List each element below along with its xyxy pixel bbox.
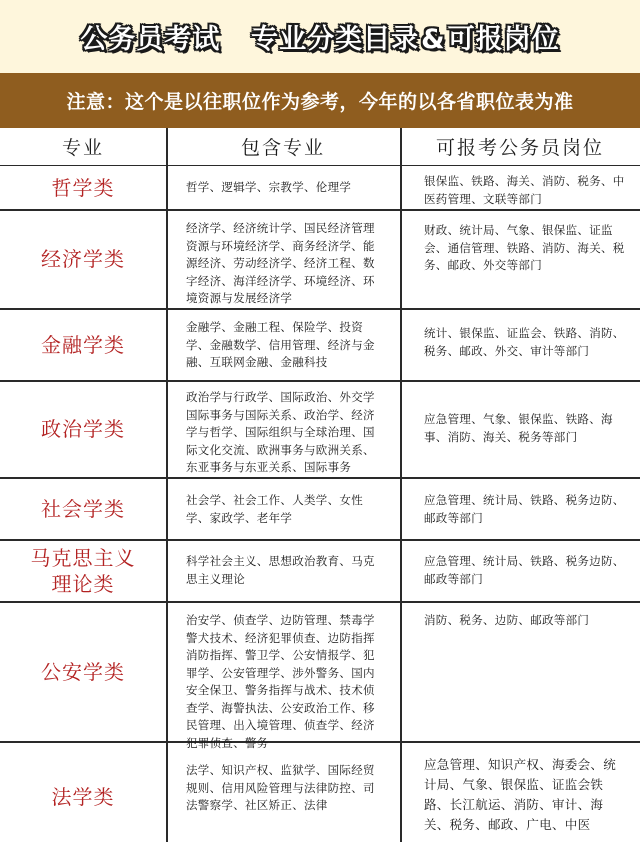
header-includes: 包含专业 — [166, 128, 400, 166]
includes-law: 法学、知识产权、监狱学、国际经贸规则、信用风险管理与法律防控、司法警察学、社区矫正、法律 — [186, 763, 375, 812]
header-positions: 可报考公务员岗位 — [400, 128, 640, 166]
title-banner — [0, 0, 640, 73]
includes-philosophy: 哲学、逻辑学、宗教学、伦理学 — [186, 180, 352, 194]
header-major: 专业 — [0, 128, 166, 166]
includes-public-security: 治安学、侦查学、边防管理、禁毒学警犬技术、经济犯罪侦查、边防指挥消防指挥、警卫学、公安情报学、犯罪学、公安管理学、涉外警务、国内安全保卫、警务指挥与战术、技术侦查学、海警执法、公安政治工作、移民管理、出入境管理、侦查学、经济犯罪侦查、警务 — [186, 613, 375, 750]
notice-text: 注意：这个是以往职位作为参考，今年的以各省职位表为准 — [66, 91, 574, 113]
category-sociology: 社会学类 — [41, 496, 125, 521]
positions-politics: 应急管理、气象、银保监、铁路、海事、消防、海关、税务等部门 — [424, 412, 613, 444]
includes-politics: 政治学与行政学、国际政治、外交学国际事务与国际关系、政治学、经济学与哲学、国际组织与全球治理、国际文化交流、欧洲事务与欧洲关系、东亚事务与东亚关系、国际事务 — [186, 390, 375, 474]
category-marxism-line1: 马克思主义 — [30, 545, 136, 570]
category-law: 法学类 — [51, 785, 115, 809]
positions-public-security: 消防、税务、边防、邮政等部门 — [424, 613, 590, 627]
category-public-security: 公安学类 — [41, 659, 125, 684]
category-marxism-line2: 理论类 — [51, 571, 115, 596]
category-politics: 政治学类 — [41, 417, 125, 441]
category-marxism — [0, 540, 166, 601]
positions-law: 应急管理、知识产权、海委会、统计局、气象、银保监、证监会铁路、长江航运、消防、审计、海关、税务、邮政、广电、中医 — [424, 757, 617, 832]
category-economics: 经济学类 — [41, 247, 125, 271]
includes-economics: 经济学、经济统计学、国民经济管理资源与环境经济学、商务经济学、能源经济、劳动经济学、经济工程、数字经济、海洋经济学、环境经济、环境资源与发展经济学 — [186, 221, 375, 305]
includes-sociology: 社会学、社会工作、人类学、女性学、家政学、老年学 — [186, 493, 363, 525]
title-part-catalog: 专业分类目录 — [251, 24, 420, 55]
category-finance: 金融学类 — [41, 332, 125, 357]
title-part-exam: 公务员考试 — [80, 24, 221, 55]
positions-marxism: 应急管理、统计局、铁路、税务边防、邮政等部门 — [424, 554, 625, 586]
title-ampersand: & — [421, 24, 446, 55]
table-divider — [166, 128, 168, 842]
positions-finance: 统计、银保监、证监会、铁路、消防、税务、邮政、外交、审计等部门 — [424, 326, 625, 358]
includes-finance: 金融学、金融工程、保险学、投资学、金融数学、信用管理、经济与金融、互联网金融、金融科技 — [186, 320, 375, 369]
category-philosophy: 哲学类 — [51, 175, 115, 200]
positions-philosophy: 银保监、铁路、海关、消防、税务、中医药管理、文联等部门 — [424, 174, 625, 206]
page-title — [80, 17, 559, 56]
includes-marxism: 科学社会主义、思想政治教育、马克思主义理论 — [186, 554, 375, 586]
title-part-positions: 可报岗位 — [447, 24, 560, 55]
positions-economics: 财政、统计局、气象、银保监、证监会、通信管理、铁路、消防、海关、税务、邮政、外交等部门 — [424, 223, 625, 272]
major-table — [0, 128, 640, 842]
table-divider — [400, 128, 402, 842]
notice-bar — [0, 73, 640, 128]
positions-sociology: 应急管理、统计局、铁路、税务边防、邮政等部门 — [424, 493, 625, 525]
